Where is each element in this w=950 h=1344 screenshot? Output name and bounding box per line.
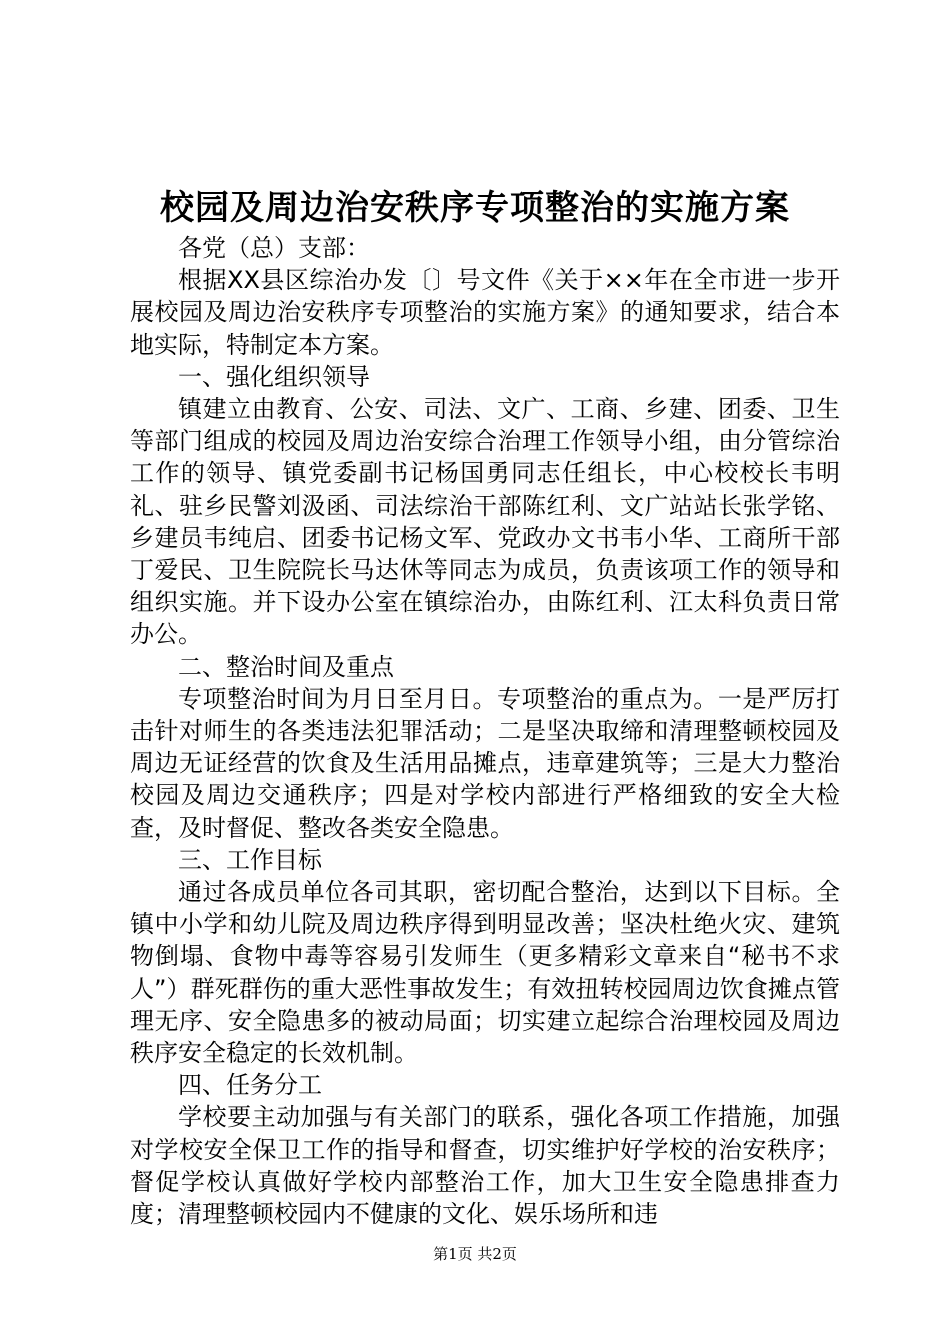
section-heading-4: 四、任务分工 [178,1071,322,1100]
salutation: 各党（总）支部： [178,234,370,262]
document-title: 校园及周边治安秩序专项整治的实施方案 [160,188,790,228]
section-paragraph-3: 通过各成员单位各司其职，密切配合整治，达到以下目标。全镇中小学和幼儿院及周边秩序得到明显改善；坚决杜绝火灾、建筑物倒塌、食物中毒等容易引发师生（更多精彩文章来自“秘书不求人”）群死群伤的重大恶性事故发生；有效扭转校园周边饮食摊点管理无序、安全隐患多的被动局面；切实建立起综合治理校园及周边秩序安全稳定的长效机制。 [130,878,840,1068]
document-body [130,232,840,1230]
section-heading-3: 三、工作目标 [178,845,322,874]
section-paragraph-4: 学校要主动加强与有关部门的联系，强化各项工作措施，加强对学校安全保卫工作的指导和督查，切实维护好学校的治安秩序；督促学校认真做好学校内部整治工作，加大卫生安全隐患排查力度；清理整顿校园内不健康的文化、娱乐场所和违 [130,1103,840,1229]
page-number-footer: 第1页 共2页 [433,1245,517,1263]
intro-paragraph: 根据XX县区综治办发〔〕号文件《关于××年在全市进一步开展校园及周边治安秩序专项整治的实施方案》的通知要求，结合本地实际，特制定本方案。 [130,266,840,359]
section-heading-2: 二、整治时间及重点 [178,652,394,681]
section-paragraph-2: 专项整治时间为月日至月日。专项整治的重点为。一是严厉打击针对师生的各类违法犯罪活动；二是坚决取缔和清理整顿校园及周边无证经营的饮食及生活用品摊点，违章建筑等；三是大力整治校园及周边交通秩序；四是对学校内部进行严格细致的安全大检查，及时督促、整改各类安全隐患。 [130,684,840,842]
section-heading-1: 一、强化组织领导 [178,362,370,391]
section-paragraph-1: 镇建立由教育、公安、司法、文广、工商、乡建、团委、卫生等部门组成的校园及周边治安综合治理工作领导小组，由分管综治工作的领导、镇党委副书记杨国勇同志任组长，中心校校长韦明礼、驻乡民警刘汲函、司法综治干部陈红利、文广站站长张学铭、乡建员韦纯启、团委书记杨文军、党政办文书韦小华、工商所干部丁爱民、卫生院院长马达休等同志为成员，负责该项工作的领导和组织实施。并下设办公室在镇综治办，由陈红利、江太科负责日常办公。 [130,395,840,649]
